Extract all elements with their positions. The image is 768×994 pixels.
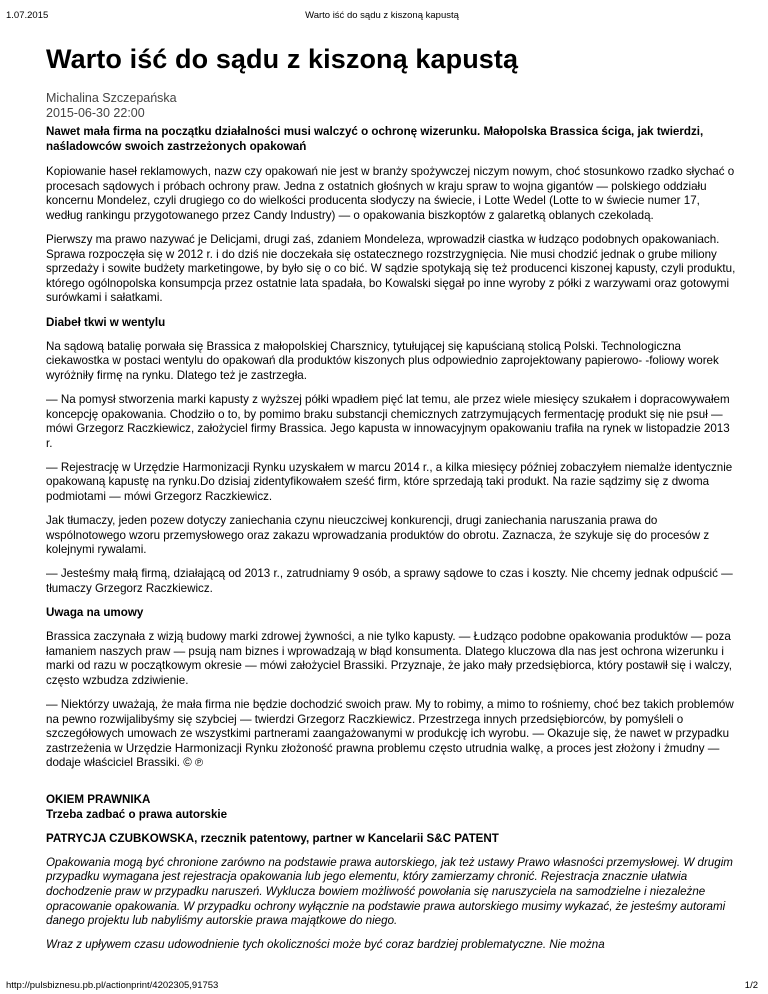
article-paragraph: Na sądową batalię porwała się Brassica z małopolskiej Charsznicy, tytułującej się kapuścianą stolicą Polski. Technologiczna ciekawostka w postaci wentylu do opakowań dla produktów kiszonych plus odpowiednio zaprojektowany papierowo- -foliowy worek wyróżniły firmę na rynku. Dlatego też je zastrzegła.: [46, 339, 719, 382]
article-subheading: Diabeł tkwi w wentylu: [46, 315, 166, 329]
article: [46, 42, 736, 962]
box-paragraph: Wraz z upływem czasu udowodnienie tych okoliczności może być coraz bardziej problematyczne. Nie można: [46, 938, 605, 952]
article-paragraph: Kopiowanie haseł reklamowych, nazw czy opakowań nie jest w branży spożywczej niczym nowym, choć stosunkowo rzadko słychać o procesach sądowych i próbach ochrony praw. Jedna z ostatnich głośnych w kraju spraw to wojna gigantów — polskiego oddziału koncernu Mondelez, czyli drugiego co do wielkości producenta słodyczy na świecie, i Lotte Wedel (Lotte to w świecie numer 17, według rankingu przygotowanego przez Candy Industry) — o opakowania biszkoptów z galaretką oblanych czekoladą.: [46, 165, 735, 222]
article-paragraph: — Na pomysł stworzenia marki kapusty z wyższej półki wpadłem pięć lat temu, ale przez wiele miesięcy szukałem i dopracowywałem koncepcję opakowania. Chodziło o to, by pomimo braku substancji chemicznych zatrzymujących fermentację produkt się nie psuł — mówi Grzegorz Raczkiewicz, założyciel firmy Brassica. Jego kapusta w innowacyjnym opakowaniu trafiła na rynek w listopadzie 2013 r.: [46, 392, 730, 450]
copyright-mark: ℗: [195, 757, 204, 770]
article-date: 2015-06-30 22:00: [46, 106, 145, 120]
page-number: 1/2: [744, 980, 758, 991]
source-url: http://pulsbiznesu.pb.pl/actionprint/4202305,91753: [6, 980, 219, 991]
article-paragraph-last: [46, 698, 736, 771]
article-subheading: Uwaga na umowy: [46, 606, 144, 620]
article-paragraph: — Rejestrację w Urzędzie Harmonizacji Rynku uzyskałem w marcu 2014 r., a kilka miesięcy później zobaczyłem niemalże identycznie opakowaną kapustę na rynku.Do dzisiaj zidentyfikowałem sześć firm, które sprzedają taki produkt. Na razie sądzimy się z dwoma podmiotami — mówi Grzegorz Raczkiewicz.: [46, 460, 733, 503]
expert-name: PATRYCJA CZUBKOWSKA, rzecznik patentowy, partner w Kancelarii S&C PATENT: [46, 831, 499, 845]
article-paragraph: Brassica zaczynała z wizją budowy marki zdrowej żywności, a nie tylko kapusty. — Łudząco podobne opakowania produktów — poza łamaniem naszych praw — psują nam biznes i wprowadzają w błąd konsumenta. Dlatego kluczowa dla nas jest ochrona wizerunku i marki od razu w początkowym okresie — mówi założyciel Brassiki. Przyznaje, że jako mały przedsiębiorca, który postawił się i walczy, często wzbudza zdziwienie.: [46, 630, 732, 687]
print-date: 1.07.2015: [6, 10, 49, 21]
last-paragraph-text: — Niektórzy uważają, że mała firma nie będzie dochodzić swoich praw. My to robimy, a mimo to rośniemy, choć bez takich problemów na pewno rozwijalibyśmy się szybciej — twierdzi Grzegorz Raczkiewicz. Przestrzega innych przedsiębiorców, by pomyśleli o szczegółowych umowach ze wszystkimi partnerami zaangażowanymi w produkcję ich wyrobu. — Okazuje się, że nawet w przypadku zastrzeżenia w Urzędzie Harmonizacji Rynku złożoność prawna problemu często utrudnia walkę, a proces jest złożony i żmudny — dodaje właściciel Brassiki. ©: [46, 698, 734, 770]
article-title: Warto iść do sądu z kiszoną kapustą: [46, 44, 519, 74]
box-paragraph: Opakowania mogą być chronione zarówno na podstawie prawa autorskiego, jak też ustawy Prawo własności przemysłowej. W drugim przypadku wymagana jest rejestracja opakowania lub jego elementu, który zamierzamy chronić. Rejestracja znacznie ułatwia dochodzenie praw w przypadku naruszeń. Wyklucza bowiem możliwość powołania się naruszyciela na samodzielne i niezależne opracowanie opakowania. W przypadku ochrony wyłącznie na podstawie prawa autorskiego musimy wykazać, że jesteśmy autorami danego projektu lub nabyliśmy autorskie prawa majątkowe do niego.: [46, 855, 733, 928]
box-title: Trzeba zadbać o prawa autorskie: [46, 807, 228, 821]
article-author: Michalina Szczepańska: [46, 91, 177, 105]
print-title: Warto iść do sądu z kiszoną kapustą: [305, 10, 459, 21]
article-paragraph: Jak tłumaczy, jeden pozew dotyczy zaniechania czynu nieuczciwej konkurencji, drugi zaniechania naruszania prawa do wspólnotowego wzoru przemysłowego oraz zakazu wprowadzania produktów do obrotu. Zaznacza, że szykuje się do procesów z kolejnymi rywalami.: [46, 514, 710, 557]
article-lead: Nawet mała firma na początku działalności musi walczyć o ochronę wizerunku. Małopolska Brassica ściga, jak twierdzi, naśladowców swoich zastrzeżonych opakowań: [46, 125, 704, 153]
article-paragraph: — Jesteśmy małą firmą, działającą od 2013 r., zatrudniamy 9 osób, a sprawy sądowe to czas i koszty. Nie chcemy jednak odpuścić — tłumaczy Grzegorz Raczkiewicz.: [46, 567, 733, 595]
box-label: OKIEM PRAWNIKA: [46, 792, 151, 806]
article-paragraph: Pierwszy ma prawo nazywać je Delicjami, drugi zaś, zdaniem Mondeleza, wprowadził ciastka w łudząco podobnych opakowaniach. Sprawa rozpoczęła się w 2012 r. i do dziś nie doczekała się ostatecznego rozstrzygnięcia. Nie musi chodzić jednak o grube miliony sprzedaży i sowite budżety marketingowe, by było się o co bić. W sądzie spotykają się też producenci kiszonej kapusty, czyli produktu, którego ogólnopolska konsumpcja przez ostatnie lata spadała, bo Kowalski sięgał po inne wyroby z półki z warzywami oraz gotowymi surówkami i sałatkami.: [46, 233, 736, 305]
